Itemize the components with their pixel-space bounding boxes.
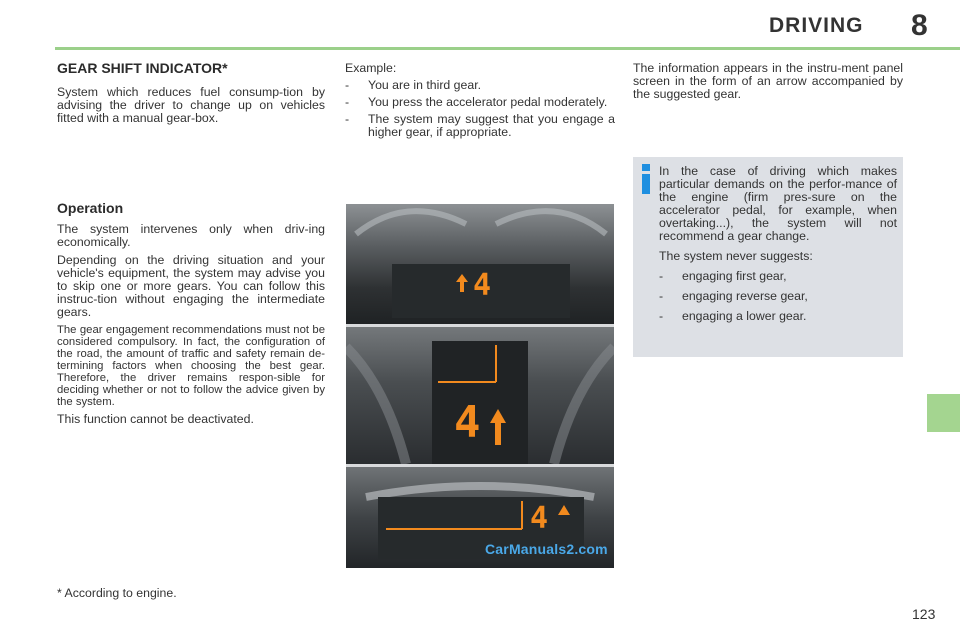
info-text	[659, 165, 897, 330]
section-title: GEAR SHIFT INDICATOR*	[57, 60, 228, 76]
info-icon	[638, 164, 654, 194]
display-panel-2	[346, 327, 614, 464]
chapter-number: 8	[911, 9, 928, 42]
operation-paragraph-2: Depending on the driving situation and your vehicle's equipment, the system may advise you to skip one or more gears. You can follow this instruc-tion without engaging the intermediate gears.	[57, 253, 325, 319]
example-block	[345, 62, 615, 143]
display-panel-1	[346, 204, 614, 324]
operation-section	[57, 202, 325, 431]
header-rule	[55, 47, 960, 50]
instrument-panel-photo	[346, 204, 614, 568]
example-label: Example:	[345, 61, 397, 75]
info-paragraph-2: The system never suggests:	[659, 249, 813, 263]
list-item: - You press the accelerator pedal moderately.	[345, 96, 615, 109]
chapter-side-tab	[927, 394, 960, 432]
footnote: * According to engine.	[57, 586, 177, 600]
watermark: CarManuals2.com	[485, 541, 608, 557]
operation-paragraph-3: The gear engagement recommendations must not be considered compulsory. In fact, the configuration of the road, the amount of traffic and safety remain de-termining factors when choosing the best gear. Therefore, the driver remains respon-sible for deciding whether or not to follow the advice given by the system.	[57, 324, 325, 408]
chapter-title: DRIVING	[769, 14, 864, 37]
left-column	[57, 62, 325, 130]
list-item: - engaging a lower gear.	[659, 310, 897, 323]
operation-paragraph-4: This function cannot be deactivated.	[57, 412, 254, 426]
list-item: - engaging reverse gear,	[659, 290, 897, 303]
right-column	[633, 62, 903, 106]
gear-number-2: 4	[454, 397, 481, 448]
gear-number-1: 4	[473, 268, 492, 303]
info-list	[659, 270, 897, 323]
gear-number-3: 4	[530, 501, 549, 536]
page-number: 123	[912, 606, 936, 622]
list-item: - engaging first gear,	[659, 270, 897, 283]
operation-paragraph-1: The system intervenes only when driv-ing economically.	[57, 222, 325, 249]
example-list	[345, 79, 615, 139]
info-paragraph-1: In the case of driving which makes particular demands on the perfor-mance of the engine (firm pres-sure on the accelerator pedal, for example, when overtaking...), the system will not recommend a gear change.	[659, 164, 897, 243]
right-paragraph: The information appears in the instru-ment panel screen in the form of an arrow accompanied by the suggested gear.	[633, 61, 903, 101]
list-item: - You are in third gear.	[345, 79, 615, 92]
operation-title: Operation	[57, 200, 124, 216]
list-item: - The system may suggest that you engage a higher gear, if appropriate.	[345, 113, 615, 139]
intro-paragraph: System which reduces fuel consump-tion by advising the driver to change up on vehicles fitted with a manual gear-box.	[57, 85, 325, 125]
